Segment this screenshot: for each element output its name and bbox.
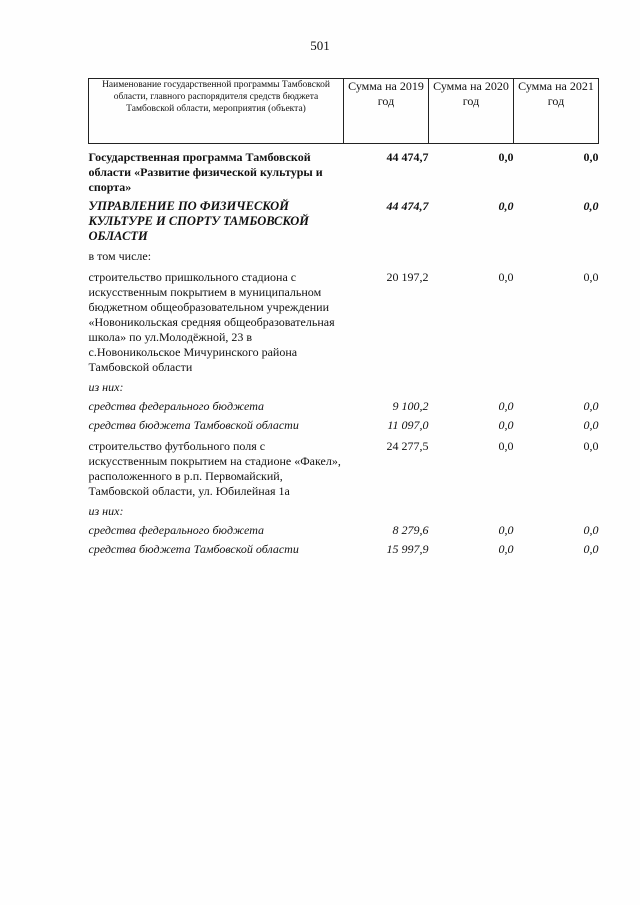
project-sum-2021: 0,0	[583, 439, 599, 453]
source-name: средства бюджета Тамбовской области	[88, 418, 299, 432]
program-sum-2020: 0,0	[498, 150, 514, 164]
source-sum-2021: 0,0	[583, 399, 599, 413]
source-name: средства бюджета Тамбовской области	[88, 542, 299, 556]
table-header	[89, 79, 599, 144]
budget-table	[88, 78, 599, 557]
page-number: 501	[310, 38, 330, 53]
project-sum-2021: 0,0	[583, 270, 599, 284]
of-which-label: из них:	[88, 504, 124, 518]
project-sum-2020: 0,0	[498, 439, 514, 453]
program-sum-2019: 44 474,7	[386, 150, 429, 164]
column-header-2020: Сумма на 2020 год	[429, 79, 514, 144]
department-name: УПРАВЛЕНИЕ ПО ФИЗИЧЕСКОЙ КУЛЬТУРЕ И СПОРТУ ТАМБОВСКОЙ ОБЛАСТИ	[88, 199, 310, 243]
source-sum-2019: 11 097,0	[387, 418, 429, 432]
source-sum-2020: 0,0	[498, 542, 514, 556]
source-sum-2020: 0,0	[498, 523, 514, 537]
source-sum-2019: 15 997,9	[386, 542, 429, 556]
project-sum-2019: 24 277,5	[386, 439, 429, 453]
source-sum-2021: 0,0	[583, 542, 599, 556]
table-row	[89, 264, 599, 375]
column-header-2021: Сумма на 2021 год	[514, 79, 599, 144]
table-row	[89, 395, 599, 414]
of-which-label: из них:	[88, 380, 124, 394]
project-sum-2019: 20 197,2	[386, 270, 429, 284]
source-sum-2020: 0,0	[498, 399, 514, 413]
source-name: средства федерального бюджета	[88, 523, 265, 537]
department-sum-2021: 0,0	[583, 199, 599, 213]
department-row	[89, 195, 599, 244]
department-sum-2020: 0,0	[498, 199, 514, 213]
source-name: средства федерального бюджета	[88, 399, 265, 413]
project-name: строительство пришкольного стадиона с искусственным покрытием в муниципальном бюджетном общеобразовательном учреждении «Новоникольская средняя общеобразовательная школа» по ул.Молодёжной, 23 в с.Новоникольское Мичуринского района Тамбовской области	[88, 270, 335, 374]
program-sum-2021: 0,0	[583, 150, 599, 164]
source-sum-2021: 0,0	[583, 418, 599, 432]
including-row	[89, 244, 599, 264]
column-header-2019: Сумма на 2019 год	[344, 79, 429, 144]
program-name: Государственная программа Тамбовской области «Развитие физической культуры и спорта»	[88, 150, 323, 194]
column-header-name: Наименование государственной программы Тамбовской области, главного распорядителя средств бюджета Тамбовской области, мероприятия (объекта)	[89, 79, 344, 144]
source-sum-2020: 0,0	[498, 418, 514, 432]
source-sum-2019: 8 279,6	[392, 523, 429, 537]
table-row	[89, 519, 599, 538]
table-row	[89, 414, 599, 433]
project-sum-2020: 0,0	[498, 270, 514, 284]
table-row	[89, 433, 599, 499]
program-row	[89, 144, 599, 196]
department-sum-2019: 44 474,7	[386, 199, 429, 213]
source-sum-2019: 9 100,2	[392, 399, 429, 413]
source-sum-2021: 0,0	[583, 523, 599, 537]
of-which-row	[89, 499, 599, 519]
of-which-row	[89, 375, 599, 395]
project-name: строительство футбольного поля с искусственным покрытием на стадионе «Факел», расположенного в р.п. Первомайский, Тамбовской области, ул. Юбилейная 1а	[88, 439, 341, 498]
including-label: в том числе:	[88, 249, 152, 263]
table-row	[89, 538, 599, 557]
